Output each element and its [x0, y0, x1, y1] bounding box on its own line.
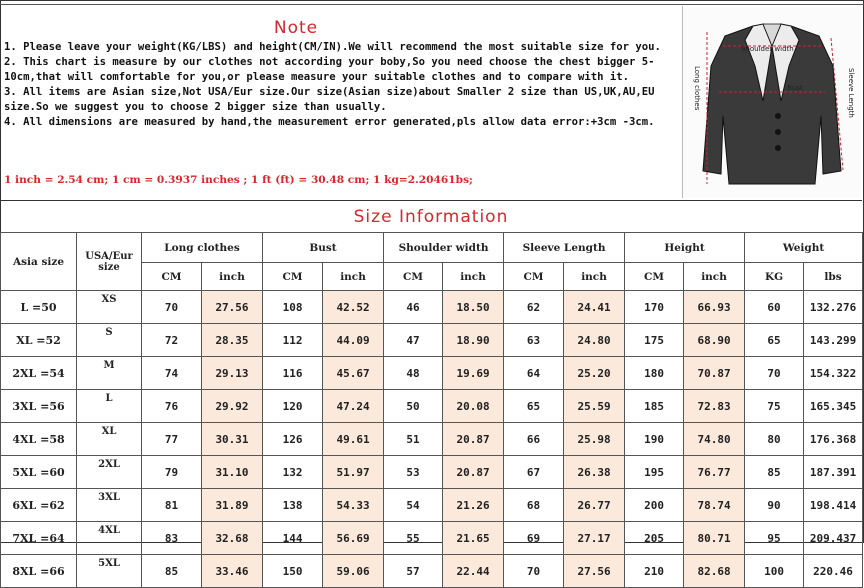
unit-kg: KG — [745, 263, 804, 291]
weight-lbs-cell: 198.414 — [804, 489, 863, 522]
height-inch-cell: 66.93 — [684, 291, 745, 324]
shoulder-inch-cell: 20.87 — [443, 423, 504, 456]
long-inch-cell: 31.89 — [202, 489, 263, 522]
sleeve-length-label: Sleeve Length — [847, 68, 855, 118]
note-line-2: 2. This chart is measure by our clothes not according your boby,So you need choose the chest bigger 5-10cm,that will comfortable for you,or please measure your suitable clothes and to compare with it. — [4, 56, 655, 83]
bust-inch-cell: 49.61 — [323, 423, 384, 456]
top-border — [0, 0, 864, 5]
asia-size-cell: 3XL =56 — [1, 390, 77, 423]
bust-cm-cell: 150 — [263, 555, 323, 588]
long-inch-cell: 33.46 — [202, 555, 263, 588]
long-inch-cell: 31.10 — [202, 456, 263, 489]
bust-label: Bust — [787, 84, 803, 92]
sleeve-inch-cell: 27.56 — [564, 555, 625, 588]
weight-kg-cell: 60 — [745, 291, 804, 324]
height-inch-cell: 80.71 — [684, 522, 745, 555]
shoulder-cm-cell: 47 — [384, 324, 443, 357]
asia-size-cell: 4XL =58 — [1, 423, 77, 456]
height-cm-cell: 210 — [625, 555, 684, 588]
long-clothes-label: Long clothes — [693, 66, 701, 111]
sleeve-inch-cell: 25.98 — [564, 423, 625, 456]
table-row — [1, 423, 863, 456]
weight-lbs-cell: 187.391 — [804, 456, 863, 489]
shoulder-inch-cell: 20.87 — [443, 456, 504, 489]
weight-kg-cell: 85 — [745, 456, 804, 489]
shoulder-cm-cell: 50 — [384, 390, 443, 423]
table-row — [1, 522, 863, 555]
sleeve-cm-cell: 63 — [504, 324, 564, 357]
asia-size-cell: 7XL =64 — [1, 522, 77, 555]
usa-size-cell: S — [77, 324, 142, 357]
jacket-illustration — [683, 6, 861, 198]
shoulder-cm-cell: 51 — [384, 423, 443, 456]
size-table — [0, 232, 863, 588]
height-cm-cell: 205 — [625, 522, 684, 555]
sleeve-cm-cell: 62 — [504, 291, 564, 324]
usa-size-cell: L — [77, 390, 142, 423]
shoulder-inch-cell: 21.26 — [443, 489, 504, 522]
asia-size-cell: 6XL =62 — [1, 489, 77, 522]
height-inch-cell: 70.87 — [684, 357, 745, 390]
shoulder-inch-cell: 22.44 — [443, 555, 504, 588]
asia-size-cell: 2XL =54 — [1, 357, 77, 390]
shoulder-cm-cell: 46 — [384, 291, 443, 324]
weight-lbs-cell: 154.322 — [804, 357, 863, 390]
note-section — [0, 6, 682, 198]
header-row — [1, 233, 863, 263]
weight-header: Weight — [745, 233, 863, 263]
shoulder-inch-cell: 18.90 — [443, 324, 504, 357]
bust-cm-cell: 138 — [263, 489, 323, 522]
table-row — [1, 555, 863, 588]
sleeve-inch-cell: 26.77 — [564, 489, 625, 522]
bust-inch-cell: 47.24 — [323, 390, 384, 423]
weight-kg-cell: 100 — [745, 555, 804, 588]
sleeve-cm-cell: 70 — [504, 555, 564, 588]
weight-kg-cell: 95 — [745, 522, 804, 555]
weight-lbs-cell: 176.368 — [804, 423, 863, 456]
bust-cm-cell: 112 — [263, 324, 323, 357]
note-line-3: 3. All items are Asian size,Not USA/Eur size.Our size(Asian size)about Smaller 2 size than US,UK,AU,EU size.So we suggest you to choose 2 bigger size than usually. — [4, 86, 661, 113]
jacket-diagram — [682, 6, 861, 198]
bust-inch-cell: 54.33 — [323, 489, 384, 522]
shoulder-cm-cell: 54 — [384, 489, 443, 522]
usa-size-cell: XL — [77, 423, 142, 456]
unit-inch: inch — [564, 263, 625, 291]
long-inch-cell: 30.31 — [202, 423, 263, 456]
usa-size-cell: 2XL — [77, 456, 142, 489]
unit-conversions: 1 inch = 2.54 cm; 1 cm = 0.3937 inches ; 1 ft (ft) = 30.48 cm; 1 kg=2.20461bs; — [4, 174, 473, 186]
sleeve-inch-cell: 27.17 — [564, 522, 625, 555]
unit-inch: inch — [202, 263, 263, 291]
sleeve-inch-cell: 24.80 — [564, 324, 625, 357]
long-cm-cell: 77 — [142, 423, 202, 456]
long-inch-cell: 29.92 — [202, 390, 263, 423]
height-header: Height — [625, 233, 745, 263]
table-row — [1, 456, 863, 489]
height-inch-cell: 68.90 — [684, 324, 745, 357]
note-line-4: 4. All dimensions are measured by hand,the measurement error generated,pls allow data error:+3cm -3cm. — [4, 116, 655, 128]
shoulder-inch-cell: 19.69 — [443, 357, 504, 390]
sleeve-cm-cell: 69 — [504, 522, 564, 555]
usa-size-cell: 5XL — [77, 555, 142, 588]
unit-cm: CM — [263, 263, 323, 291]
bust-inch-cell: 45.67 — [323, 357, 384, 390]
table-row — [1, 324, 863, 357]
long-cm-cell: 72 — [142, 324, 202, 357]
height-inch-cell: 72.83 — [684, 390, 745, 423]
weight-lbs-cell: 143.299 — [804, 324, 863, 357]
unit-inch: inch — [684, 263, 745, 291]
long-cm-cell: 79 — [142, 456, 202, 489]
table-row — [1, 489, 863, 522]
height-cm-cell: 180 — [625, 357, 684, 390]
usa-size-cell: M — [77, 357, 142, 390]
sleeve-cm-cell: 68 — [504, 489, 564, 522]
weight-lbs-cell: 209.437 — [804, 522, 863, 555]
unit-inch: inch — [323, 263, 384, 291]
shoulder-cm-cell: 55 — [384, 522, 443, 555]
long-inch-cell: 28.35 — [202, 324, 263, 357]
long-cm-cell: 74 — [142, 357, 202, 390]
usa-size-cell: 3XL — [77, 489, 142, 522]
sleeve-inch-cell: 25.59 — [564, 390, 625, 423]
sleeve-inch-cell: 24.41 — [564, 291, 625, 324]
usa-size-cell: 4XL — [77, 522, 142, 555]
weight-lbs-cell: 220.46 — [804, 555, 863, 588]
shoulder-cm-cell: 48 — [384, 357, 443, 390]
bust-cm-cell: 108 — [263, 291, 323, 324]
shoulder-cm-cell: 57 — [384, 555, 443, 588]
height-inch-cell: 76.77 — [684, 456, 745, 489]
long-cm-cell: 85 — [142, 555, 202, 588]
usa-size-cell: XS — [77, 291, 142, 324]
long-cm-cell: 70 — [142, 291, 202, 324]
shoulder-inch-cell: 21.65 — [443, 522, 504, 555]
weight-kg-cell: 80 — [745, 423, 804, 456]
shoulder-inch-cell: 20.08 — [443, 390, 504, 423]
weight-lbs-cell: 165.345 — [804, 390, 863, 423]
long-header: Long clothes — [142, 233, 263, 263]
unit-lbs: lbs — [804, 263, 863, 291]
asia-size-cell: 5XL =60 — [1, 456, 77, 489]
height-cm-cell: 195 — [625, 456, 684, 489]
bust-cm-cell: 144 — [263, 522, 323, 555]
unit-inch: inch — [443, 263, 504, 291]
bust-inch-cell: 44.09 — [323, 324, 384, 357]
height-cm-cell: 190 — [625, 423, 684, 456]
size-info-title: Size Information — [0, 200, 862, 233]
bust-cm-cell: 132 — [263, 456, 323, 489]
note-lines — [4, 40, 680, 130]
sleeve-cm-cell: 65 — [504, 390, 564, 423]
bust-cm-cell: 116 — [263, 357, 323, 390]
sleeve-cm-cell: 64 — [504, 357, 564, 390]
height-inch-cell: 74.80 — [684, 423, 745, 456]
weight-kg-cell: 75 — [745, 390, 804, 423]
asia-size-cell: L =50 — [1, 291, 77, 324]
long-inch-cell: 32.68 — [202, 522, 263, 555]
bust-inch-cell: 51.97 — [323, 456, 384, 489]
height-cm-cell: 170 — [625, 291, 684, 324]
long-inch-cell: 29.13 — [202, 357, 263, 390]
bust-header: Bust — [263, 233, 384, 263]
sleeve-cm-cell: 66 — [504, 423, 564, 456]
asia-size-header: Asia size — [1, 233, 77, 291]
unit-cm: CM — [142, 263, 202, 291]
sleeve-header: Sleeve Length — [504, 233, 625, 263]
shoulder-cm-cell: 53 — [384, 456, 443, 489]
long-cm-cell: 81 — [142, 489, 202, 522]
asia-size-cell: 8XL =66 — [1, 555, 77, 588]
shoulder-header: Shoulder width — [384, 233, 504, 263]
bust-inch-cell: 59.06 — [323, 555, 384, 588]
unit-cm: CM — [384, 263, 443, 291]
note-line-1: 1. Please leave your weight(KG/LBS) and height(CM/IN).We will recommend the most suitable size for you. — [4, 41, 661, 53]
shoulder-width-label: Shoulder width — [741, 45, 794, 53]
unit-cm: CM — [625, 263, 684, 291]
long-inch-cell: 27.56 — [202, 291, 263, 324]
bust-cm-cell: 126 — [263, 423, 323, 456]
note-title: Note — [273, 18, 319, 38]
sleeve-inch-cell: 25.20 — [564, 357, 625, 390]
bust-inch-cell: 56.69 — [323, 522, 384, 555]
table-row — [1, 291, 863, 324]
height-cm-cell: 175 — [625, 324, 684, 357]
height-inch-cell: 78.74 — [684, 489, 745, 522]
sleeve-cm-cell: 67 — [504, 456, 564, 489]
bust-inch-cell: 42.52 — [323, 291, 384, 324]
weight-kg-cell: 70 — [745, 357, 804, 390]
table-row — [1, 390, 863, 423]
sleeve-inch-cell: 26.38 — [564, 456, 625, 489]
height-cm-cell: 185 — [625, 390, 684, 423]
long-cm-cell: 83 — [142, 522, 202, 555]
long-cm-cell: 76 — [142, 390, 202, 423]
unit-cm: CM — [504, 263, 564, 291]
shoulder-inch-cell: 18.50 — [443, 291, 504, 324]
weight-lbs-cell: 132.276 — [804, 291, 863, 324]
weight-kg-cell: 90 — [745, 489, 804, 522]
bust-cm-cell: 120 — [263, 390, 323, 423]
weight-kg-cell: 65 — [745, 324, 804, 357]
usa-size-header: USA/Eur size — [77, 233, 142, 291]
table-row — [1, 357, 863, 390]
height-cm-cell: 200 — [625, 489, 684, 522]
height-inch-cell: 82.68 — [684, 555, 745, 588]
asia-size-cell: XL =52 — [1, 324, 77, 357]
